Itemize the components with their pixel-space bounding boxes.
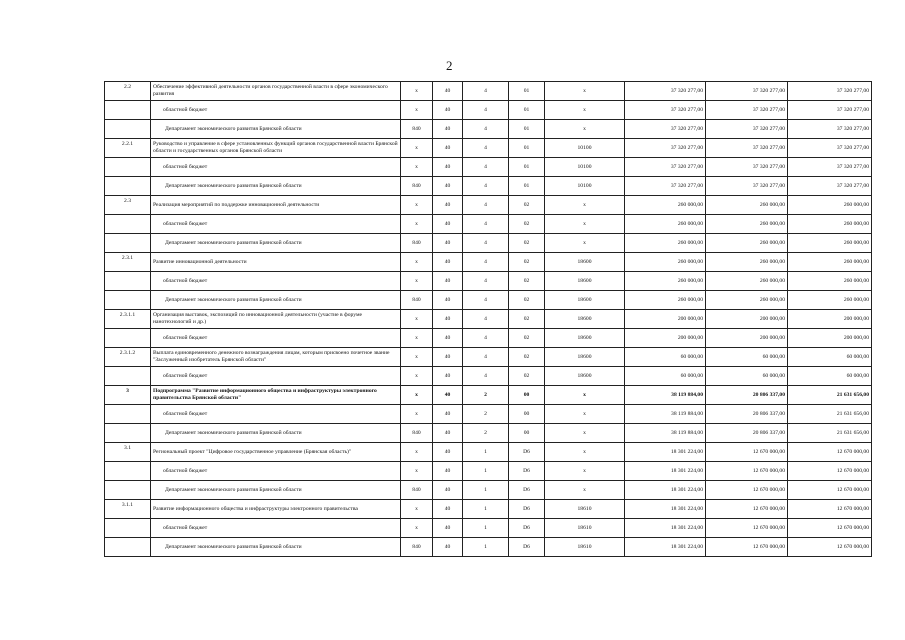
row-amount-3: 260 000,00 (788, 291, 872, 310)
row-col1: х (401, 196, 433, 215)
row-name: Выплата единовременного денежного вознаграждения лицам, которым присвоено почетное звание "Заслуженный изобретатель Брянской области" (151, 348, 401, 367)
row-amount-2: 200 000,00 (706, 310, 788, 329)
row-col1: х (401, 500, 433, 519)
row-col3: 4 (463, 82, 509, 101)
row-name: областной бюджет (151, 101, 401, 120)
row-amount-2: 260 000,00 (706, 291, 788, 310)
row-amount-1: 18 301 224,00 (625, 538, 706, 557)
row-col4: 00 (509, 424, 545, 443)
row-amount-3: 37 320 277,00 (788, 101, 872, 120)
row-name: Развитие инновационной деятельности (151, 253, 401, 272)
row-code: 2.3.1 (105, 253, 151, 272)
row-amount-2: 37 320 277,00 (706, 82, 788, 101)
row-col3: 1 (463, 519, 509, 538)
row-code (105, 177, 151, 196)
table-row (105, 405, 872, 424)
row-amount-3: 12 670 000,00 (788, 462, 872, 481)
row-col5: 18600 (545, 272, 625, 291)
row-amount-1: 38 119 884,00 (625, 424, 706, 443)
row-amount-2: 260 000,00 (706, 196, 788, 215)
row-name: Подпрограмма "Развитие информационного общества и инфраструктуры электронного правительства Брянской области" (151, 386, 401, 405)
row-col1: х (401, 310, 433, 329)
row-col5: х (545, 424, 625, 443)
row-col4: 02 (509, 329, 545, 348)
row-amount-1: 260 000,00 (625, 215, 706, 234)
row-col1: х (401, 101, 433, 120)
row-col4: 02 (509, 310, 545, 329)
row-code: 3.1 (105, 443, 151, 462)
row-code (105, 101, 151, 120)
row-amount-1: 18 301 224,00 (625, 443, 706, 462)
row-col3: 4 (463, 139, 509, 158)
table-row (105, 462, 872, 481)
row-code: 3.1.1 (105, 500, 151, 519)
row-col2: 40 (433, 500, 463, 519)
row-col4: 01 (509, 139, 545, 158)
row-col2: 40 (433, 481, 463, 500)
row-amount-1: 37 320 277,00 (625, 139, 706, 158)
row-amount-2: 60 000,00 (706, 348, 788, 367)
row-col3: 4 (463, 348, 509, 367)
row-col3: 4 (463, 291, 509, 310)
table-row (105, 500, 872, 519)
row-amount-1: 60 000,00 (625, 348, 706, 367)
row-col4: 02 (509, 234, 545, 253)
row-col4: 01 (509, 82, 545, 101)
table-row (105, 519, 872, 538)
row-amount-1: 37 320 277,00 (625, 177, 706, 196)
row-amount-1: 260 000,00 (625, 291, 706, 310)
row-code (105, 424, 151, 443)
row-amount-1: 18 301 224,00 (625, 462, 706, 481)
row-name: Руководство и управление в сфере установленных функций органов государственной власти Брянской области и государственных органов Брянской области (151, 139, 401, 158)
row-amount-3: 21 631 656,00 (788, 405, 872, 424)
row-amount-2: 12 670 000,00 (706, 500, 788, 519)
row-amount-3: 260 000,00 (788, 196, 872, 215)
table-row (105, 538, 872, 557)
row-col2: 40 (433, 443, 463, 462)
row-col3: 4 (463, 177, 509, 196)
row-code (105, 120, 151, 139)
row-amount-1: 18 301 224,00 (625, 481, 706, 500)
row-amount-2: 260 000,00 (706, 253, 788, 272)
budget-table (104, 81, 872, 557)
row-amount-2: 260 000,00 (706, 272, 788, 291)
row-col3: 4 (463, 120, 509, 139)
row-amount-2: 260 000,00 (706, 234, 788, 253)
row-col2: 40 (433, 348, 463, 367)
row-col4: D6 (509, 481, 545, 500)
row-code (105, 462, 151, 481)
row-col1: х (401, 215, 433, 234)
row-code: 3 (105, 386, 151, 405)
row-col1: х (401, 405, 433, 424)
row-col5: х (545, 120, 625, 139)
table-row (105, 310, 872, 329)
row-amount-3: 37 320 277,00 (788, 120, 872, 139)
row-amount-2: 37 320 277,00 (706, 139, 788, 158)
row-amount-3: 37 320 277,00 (788, 158, 872, 177)
row-col2: 40 (433, 101, 463, 120)
row-col3: 1 (463, 538, 509, 557)
row-name: областной бюджет (151, 462, 401, 481)
row-name: Департамент экономического развития Брянской области (151, 538, 401, 557)
row-col1: 840 (401, 424, 433, 443)
table-row (105, 424, 872, 443)
row-amount-2: 20 806 337,00 (706, 386, 788, 405)
row-name: Региональный проект "Цифровое государственное управление (Брянская область)" (151, 443, 401, 462)
row-col3: 4 (463, 158, 509, 177)
row-amount-1: 200 000,00 (625, 310, 706, 329)
row-col3: 4 (463, 101, 509, 120)
row-amount-1: 260 000,00 (625, 253, 706, 272)
row-col5: 18600 (545, 291, 625, 310)
row-col4: 02 (509, 196, 545, 215)
row-col4: 02 (509, 348, 545, 367)
row-name: Департамент экономического развития Брянской области (151, 234, 401, 253)
row-name: областной бюджет (151, 272, 401, 291)
row-name: Департамент экономического развития Брянской области (151, 120, 401, 139)
row-col3: 4 (463, 234, 509, 253)
row-col3: 4 (463, 310, 509, 329)
row-col5: 18600 (545, 329, 625, 348)
row-name: областной бюджет (151, 405, 401, 424)
row-amount-3: 37 320 277,00 (788, 139, 872, 158)
row-name: областной бюджет (151, 329, 401, 348)
row-col1: х (401, 253, 433, 272)
row-amount-1: 18 301 224,00 (625, 500, 706, 519)
row-name: областной бюджет (151, 519, 401, 538)
row-amount-2: 12 670 000,00 (706, 462, 788, 481)
row-code (105, 272, 151, 291)
row-col3: 1 (463, 500, 509, 519)
row-code (105, 405, 151, 424)
row-col2: 40 (433, 386, 463, 405)
table-row (105, 177, 872, 196)
row-col1: 840 (401, 481, 433, 500)
row-col3: 4 (463, 367, 509, 386)
row-col1: х (401, 519, 433, 538)
row-col3: 4 (463, 253, 509, 272)
row-col2: 40 (433, 253, 463, 272)
row-col4: 02 (509, 253, 545, 272)
row-col2: 40 (433, 139, 463, 158)
row-col4: 02 (509, 272, 545, 291)
row-amount-2: 60 000,00 (706, 367, 788, 386)
row-col5: х (545, 386, 625, 405)
row-col4: 01 (509, 101, 545, 120)
row-col5: 18610 (545, 519, 625, 538)
row-name: Департамент экономического развития Брянской области (151, 424, 401, 443)
row-name: Обеспечение эффективной деятельности органов государственной власти в сфере экономического развития (151, 82, 401, 101)
row-col1: х (401, 139, 433, 158)
row-amount-1: 200 000,00 (625, 329, 706, 348)
row-col1: х (401, 82, 433, 101)
row-amount-2: 20 806 337,00 (706, 405, 788, 424)
row-col1: 840 (401, 120, 433, 139)
row-amount-1: 37 320 277,00 (625, 158, 706, 177)
row-code: 2.3.1.2 (105, 348, 151, 367)
row-col2: 40 (433, 215, 463, 234)
row-code (105, 291, 151, 310)
row-col1: х (401, 386, 433, 405)
row-code: 2.2 (105, 82, 151, 101)
row-col2: 40 (433, 234, 463, 253)
row-col2: 40 (433, 424, 463, 443)
row-amount-3: 12 670 000,00 (788, 443, 872, 462)
row-name: Департамент экономического развития Брянской области (151, 177, 401, 196)
row-col2: 40 (433, 519, 463, 538)
row-amount-1: 18 301 224,00 (625, 519, 706, 538)
row-amount-3: 12 670 000,00 (788, 481, 872, 500)
row-col3: 2 (463, 405, 509, 424)
row-col2: 40 (433, 196, 463, 215)
row-amount-3: 12 670 000,00 (788, 500, 872, 519)
row-col3: 1 (463, 462, 509, 481)
row-amount-3: 21 631 656,00 (788, 424, 872, 443)
row-col5: х (545, 405, 625, 424)
row-col1: х (401, 348, 433, 367)
row-amount-1: 260 000,00 (625, 234, 706, 253)
row-code (105, 215, 151, 234)
row-amount-1: 37 320 277,00 (625, 120, 706, 139)
row-amount-2: 12 670 000,00 (706, 443, 788, 462)
row-col4: 00 (509, 386, 545, 405)
row-code (105, 234, 151, 253)
row-code (105, 367, 151, 386)
row-code (105, 329, 151, 348)
row-col2: 40 (433, 120, 463, 139)
row-col3: 4 (463, 329, 509, 348)
row-col1: 840 (401, 234, 433, 253)
row-col4: 02 (509, 291, 545, 310)
row-amount-3: 200 000,00 (788, 310, 872, 329)
row-amount-3: 60 000,00 (788, 348, 872, 367)
table-row (105, 196, 872, 215)
row-amount-2: 37 320 277,00 (706, 120, 788, 139)
row-col2: 40 (433, 329, 463, 348)
row-col5: 10100 (545, 139, 625, 158)
row-code (105, 538, 151, 557)
row-amount-2: 37 320 277,00 (706, 158, 788, 177)
row-amount-1: 38 119 884,00 (625, 405, 706, 424)
row-col2: 40 (433, 177, 463, 196)
row-col1: х (401, 462, 433, 481)
table-row (105, 291, 872, 310)
row-name: Департамент экономического развития Брянской области (151, 291, 401, 310)
row-col1: х (401, 443, 433, 462)
table-body (105, 82, 872, 557)
row-amount-3: 37 320 277,00 (788, 82, 872, 101)
row-col3: 1 (463, 481, 509, 500)
row-col5: 18610 (545, 500, 625, 519)
row-amount-3: 260 000,00 (788, 215, 872, 234)
row-col2: 40 (433, 367, 463, 386)
row-col4: 02 (509, 215, 545, 234)
row-name: Организация выставок, экспозиций по инновационной деятельности (участие в форуме нанотехнологий и др.) (151, 310, 401, 329)
row-col5: х (545, 443, 625, 462)
row-amount-1: 37 320 277,00 (625, 101, 706, 120)
row-col2: 40 (433, 158, 463, 177)
row-name: Развитие информационного общества и инфраструктуры электронного правительства (151, 500, 401, 519)
row-amount-3: 12 670 000,00 (788, 538, 872, 557)
row-col1: х (401, 158, 433, 177)
row-col2: 40 (433, 405, 463, 424)
table-row (105, 234, 872, 253)
row-amount-2: 12 670 000,00 (706, 538, 788, 557)
row-col2: 40 (433, 538, 463, 557)
row-amount-2: 37 320 277,00 (706, 177, 788, 196)
table-row (105, 120, 872, 139)
table-row (105, 481, 872, 500)
row-col4: 02 (509, 367, 545, 386)
table-row (105, 443, 872, 462)
row-col5: х (545, 462, 625, 481)
row-col3: 4 (463, 272, 509, 291)
row-col4: D6 (509, 462, 545, 481)
row-col1: х (401, 329, 433, 348)
row-code (105, 481, 151, 500)
page-number: 2 (446, 58, 453, 73)
row-col5: х (545, 101, 625, 120)
row-amount-2: 12 670 000,00 (706, 519, 788, 538)
table-row (105, 367, 872, 386)
row-amount-2: 12 670 000,00 (706, 481, 788, 500)
row-col1: 840 (401, 538, 433, 557)
row-amount-2: 260 000,00 (706, 215, 788, 234)
table-row (105, 101, 872, 120)
row-col2: 40 (433, 272, 463, 291)
table-row (105, 139, 872, 158)
row-amount-2: 200 000,00 (706, 329, 788, 348)
row-col4: 00 (509, 405, 545, 424)
row-name: областной бюджет (151, 215, 401, 234)
row-col1: х (401, 367, 433, 386)
table-row (105, 272, 872, 291)
table-row (105, 329, 872, 348)
row-code: 2.3.1.1 (105, 310, 151, 329)
row-name: областной бюджет (151, 158, 401, 177)
row-amount-3: 260 000,00 (788, 253, 872, 272)
row-name: Реализация мероприятий по поддержке инновационной деятельности (151, 196, 401, 215)
row-amount-1: 38 119 884,00 (625, 386, 706, 405)
row-col5: 18610 (545, 538, 625, 557)
row-col5: 18600 (545, 348, 625, 367)
row-col2: 40 (433, 291, 463, 310)
row-code: 2.2.1 (105, 139, 151, 158)
row-col4: D6 (509, 538, 545, 557)
row-col3: 2 (463, 386, 509, 405)
row-col2: 40 (433, 310, 463, 329)
row-amount-2: 37 320 277,00 (706, 101, 788, 120)
row-amount-3: 260 000,00 (788, 234, 872, 253)
row-amount-3: 200 000,00 (788, 329, 872, 348)
row-col5: 18600 (545, 253, 625, 272)
row-col5: х (545, 234, 625, 253)
row-amount-1: 260 000,00 (625, 196, 706, 215)
row-col5: х (545, 82, 625, 101)
table-row (105, 158, 872, 177)
row-name: Департамент экономического развития Брянской области (151, 481, 401, 500)
row-col4: 01 (509, 120, 545, 139)
row-amount-2: 20 806 337,00 (706, 424, 788, 443)
row-amount-3: 260 000,00 (788, 272, 872, 291)
row-amount-1: 60 000,00 (625, 367, 706, 386)
row-col1: 840 (401, 177, 433, 196)
row-code (105, 158, 151, 177)
row-col4: 01 (509, 158, 545, 177)
row-col1: 840 (401, 291, 433, 310)
row-col3: 2 (463, 424, 509, 443)
row-col4: D6 (509, 519, 545, 538)
row-col4: 01 (509, 177, 545, 196)
row-col5: х (545, 215, 625, 234)
table-row (105, 215, 872, 234)
row-col4: D6 (509, 500, 545, 519)
row-code (105, 519, 151, 538)
row-col3: 1 (463, 443, 509, 462)
table-row (105, 253, 872, 272)
table-row (105, 348, 872, 367)
row-col2: 40 (433, 462, 463, 481)
row-col3: 4 (463, 196, 509, 215)
row-col2: 40 (433, 82, 463, 101)
row-col4: D6 (509, 443, 545, 462)
table-row (105, 386, 872, 405)
row-amount-3: 21 631 656,00 (788, 386, 872, 405)
row-col5: х (545, 481, 625, 500)
row-col5: х (545, 196, 625, 215)
row-amount-3: 37 320 277,00 (788, 177, 872, 196)
row-amount-3: 12 670 000,00 (788, 519, 872, 538)
row-col3: 4 (463, 215, 509, 234)
row-amount-1: 37 320 277,00 (625, 82, 706, 101)
row-amount-3: 60 000,00 (788, 367, 872, 386)
row-amount-1: 260 000,00 (625, 272, 706, 291)
row-col5: 10100 (545, 177, 625, 196)
row-name: областной бюджет (151, 367, 401, 386)
row-code: 2.3 (105, 196, 151, 215)
row-col5: 18600 (545, 367, 625, 386)
row-col5: 18600 (545, 310, 625, 329)
table-row (105, 82, 872, 101)
row-col5: 10100 (545, 158, 625, 177)
row-col1: х (401, 272, 433, 291)
